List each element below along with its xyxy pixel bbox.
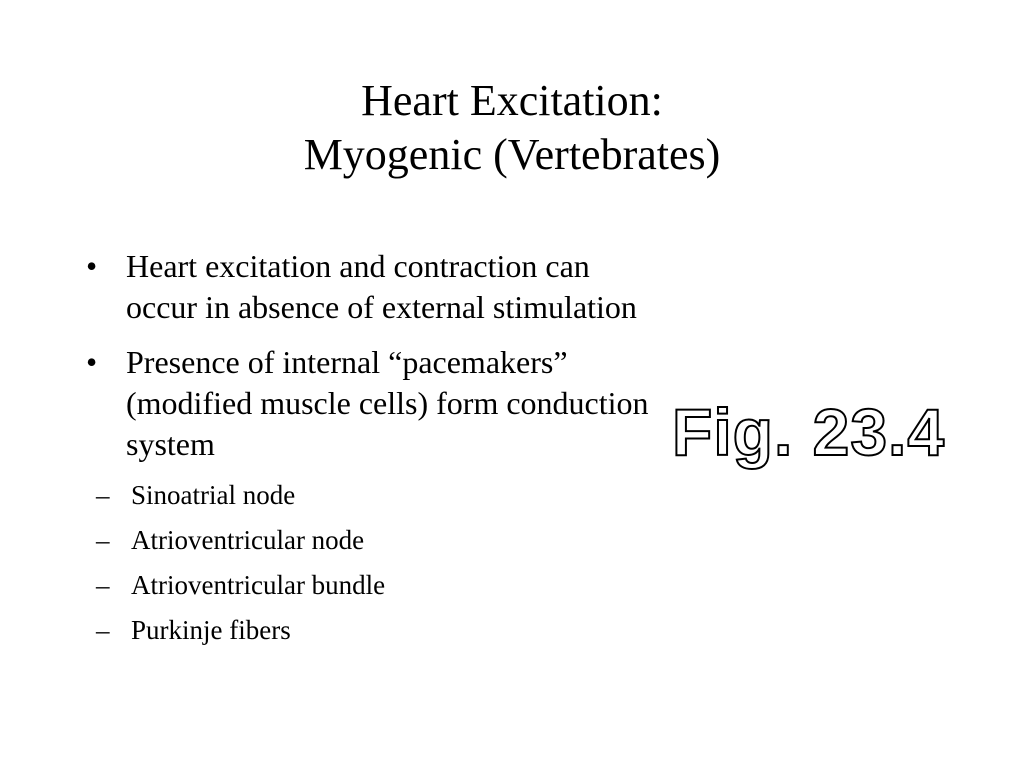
bullet-text-1: Heart excitation and contraction can occur in absence of external stimulation bbox=[126, 248, 637, 325]
sub-bullet-text: Atrioventricular bundle bbox=[131, 570, 386, 600]
bullet-item-1 bbox=[86, 246, 666, 328]
sub-bullet-text: Sinoatrial node bbox=[131, 480, 296, 510]
sub-bullet-item bbox=[86, 608, 666, 653]
dash-icon: – bbox=[96, 615, 110, 645]
sub-bullet-list bbox=[96, 473, 666, 653]
slide-title bbox=[0, 74, 1024, 182]
dash-icon: – bbox=[96, 525, 110, 555]
bullet-text-2: Presence of internal “pacemakers” (modified muscle cells) form conduction system bbox=[126, 344, 649, 462]
sub-bullet-item bbox=[86, 473, 666, 518]
dash-icon: – bbox=[96, 570, 110, 600]
dash-icon: – bbox=[96, 480, 110, 510]
sub-bullet-item bbox=[86, 518, 666, 563]
bullet-dot-icon: • bbox=[86, 344, 98, 380]
sub-bullet-item bbox=[86, 563, 666, 608]
figure-reference: Fig. 23.4 bbox=[672, 395, 946, 469]
bullet-list bbox=[86, 246, 666, 667]
sub-bullet-text: Atrioventricular node bbox=[131, 525, 365, 555]
title-line-1: Heart Excitation: bbox=[361, 76, 663, 125]
sub-bullet-text: Purkinje fibers bbox=[131, 615, 291, 645]
bullet-dot-icon: • bbox=[86, 248, 98, 284]
bullet-item-2 bbox=[86, 342, 666, 653]
title-line-2: Myogenic (Vertebrates) bbox=[303, 130, 721, 179]
